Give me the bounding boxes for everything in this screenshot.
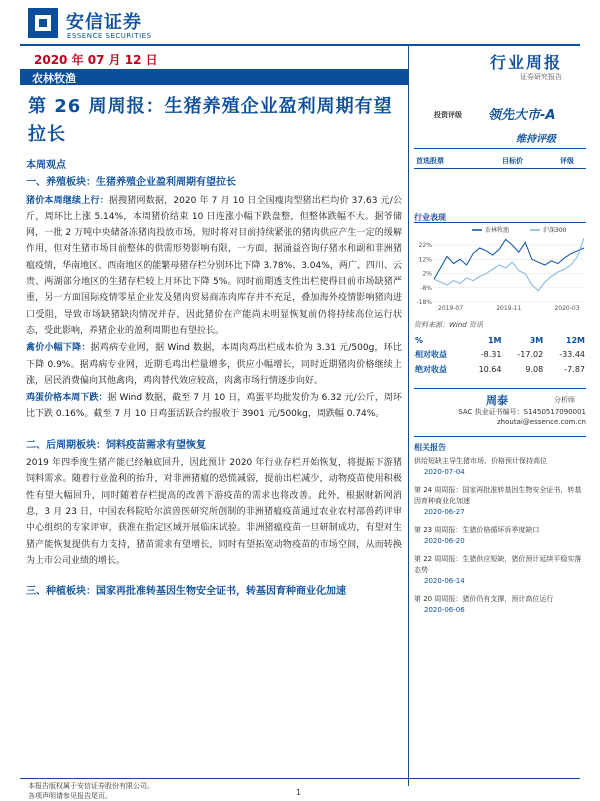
- performance-col-2: 3M: [529, 336, 544, 345]
- related-item-date: 2020-06-14: [424, 577, 465, 585]
- analyst-contact: [414, 407, 586, 427]
- paragraph-text: 据 Wind 数据，截至 7 月 10 日，鸡蛋平均批发价为 6.32 元/公斤，周环比下跌 0.16%。截至 7 月 10 日鸡蛋活跃合约报收于 3901 元/500kg，周跌幅 0.74%。: [26, 393, 402, 420]
- rating-sub: 维持评级: [516, 134, 556, 145]
- paragraph-lead: 猪价本周继续上行：: [26, 195, 109, 206]
- brand-name-en: ESSENCE SECURITIES: [67, 32, 152, 40]
- stock-header-1: 首选股票: [416, 157, 444, 165]
- related-item[interactable]: [414, 554, 584, 587]
- related-item-date: 2020-06-27: [424, 508, 465, 516]
- rating-label: 投资评级: [434, 111, 462, 119]
- footer-line-2: 各项声明请参见报告尾页。: [28, 792, 112, 800]
- related-rule: [414, 436, 586, 437]
- table-cell: -17.02: [517, 350, 544, 359]
- report-type: 行业周报: [490, 53, 563, 72]
- header-rule: [20, 44, 580, 46]
- report-body: [26, 158, 402, 601]
- chart-x-tick-label: 2019-07: [438, 305, 464, 312]
- section-2-title: 二、后周期板块：饲料疫苗需求有望恢复: [26, 439, 206, 451]
- paragraph-poultry: [26, 340, 402, 389]
- stock-header-2: 目标价: [502, 157, 523, 165]
- chart-legend-label: 沪深300: [543, 227, 567, 234]
- performance-table-header: [414, 334, 586, 347]
- footer-rule: [20, 778, 580, 779]
- table-row: [414, 362, 586, 377]
- related-list: [414, 456, 584, 623]
- table-row: [414, 347, 586, 362]
- report-title: 第 26 周周报：生猪养殖企业盈利周期有望拉长: [28, 96, 393, 145]
- chart-y-tick-label: 22%: [418, 242, 432, 250]
- brand-logo-icon: [28, 8, 58, 38]
- performance-col-0: %: [415, 336, 424, 345]
- stock-header-3: 评级: [560, 157, 574, 165]
- chart-y-tick-label: -18%: [416, 299, 432, 306]
- row-label: 绝对收益: [415, 365, 447, 374]
- sector-band: [20, 69, 408, 85]
- paragraph-lead: 禽价小幅下降：: [26, 343, 91, 354]
- table-cell: -33.44: [559, 350, 585, 359]
- analyst-role: 分析师: [554, 396, 575, 404]
- related-item-text: 第 20 周周报：猪价仍有支撑，预计高位运行: [414, 595, 554, 603]
- table-cell: 9.08: [525, 365, 544, 374]
- paragraph-text: 据鸡病专业网，据 Wind 数据，本周肉鸡出栏成本价为 3.31 元/500g，环比下降 0.9%。据鸡病专业网，近期毛鸡出栏量增多，供应小幅增长，同时近期猪肉价格继续上涨，居民消费偏向其他禽肉，鸡肉替代效应较高，肉禽市场行情逐步向好。: [26, 343, 402, 386]
- related-item-text: 第 23 周周报：生猪价格循环诉季度缺口: [414, 526, 540, 534]
- related-item[interactable]: [414, 456, 584, 478]
- chart-x-tick-label: 2020-03: [554, 305, 580, 312]
- rating-divider: [414, 148, 586, 149]
- section-3-title: 三、种植板块：国家再批准转基因生物安全证书，转基因育种商业化加速: [26, 586, 346, 598]
- performance-col-3: 12M: [565, 336, 585, 345]
- stock-table-rule: [414, 168, 586, 169]
- brand-name: 安信证券: [66, 12, 142, 33]
- chart-series-line: [434, 238, 584, 291]
- related-item[interactable]: [414, 485, 584, 518]
- footer-disclaimer: [28, 781, 154, 801]
- related-item-date: 2020-06-06: [424, 606, 465, 614]
- paragraph-lead: 鸡蛋价格本周下跌：: [26, 393, 108, 404]
- related-item-text: 供给短缺主导生猪市场，价格预计保持高位: [414, 457, 547, 465]
- report-date: 2020 年 07 月 12 日: [34, 53, 158, 67]
- chart-legend-label: 农林牧渔: [485, 227, 510, 234]
- analyst-email[interactable]: zhoutai@essence.com.cn: [497, 418, 586, 426]
- footer-line-1: 本报告版权属于安信证券股份有限公司。: [28, 782, 154, 790]
- related-item[interactable]: [414, 525, 584, 547]
- section-label: 本周观点: [26, 160, 66, 171]
- table-cell: -8.31: [480, 350, 502, 359]
- analyst-cert: SAC 执业证书编号：S1450517090001: [458, 408, 586, 416]
- related-item-text: 第 24 周周报：国家再批准转基因生物安全证书，转基因育种商业化加速: [414, 486, 582, 505]
- performance-table: [414, 334, 586, 377]
- page-number: 1: [296, 788, 302, 797]
- paragraph-pig-price: [26, 193, 402, 340]
- sector-label: 农林牧渔: [32, 72, 76, 85]
- table-cell: -7.87: [564, 365, 585, 374]
- related-item-date: 2020-07-04: [424, 468, 465, 476]
- related-item-text: 第 22 周周报：生猪供应短缺，猪价预计延续平稳实落态势: [414, 555, 582, 574]
- paragraph-feed-vaccine: [26, 455, 402, 569]
- performance-chart: [412, 224, 588, 314]
- report-type-sub: 证券研究报告: [520, 73, 562, 81]
- paragraph-egg: [26, 390, 402, 423]
- performance-col-1: 1M: [487, 336, 502, 345]
- chart-source: 资料来源：Wind 资讯: [414, 321, 483, 329]
- paragraph-text: 2019 年四季度生猪产能已经触底回升，因此预计 2020 年行业存栏开始恢复，将提振下游猪饲料需求。随着行业盈利的抬升，对非洲猪瘟的恐慌减弱，提前出栏减少，动物疫苗使用积极性有望大幅回升，同时随着存栏提高的改善下游疫苗的需求也将改善。此外，根据财新网消息，3 月 23 日，中国农科院哈尔滨兽医研究所创制的非洲猪瘟疫苗通过农业农村部兽药评审中心组织的专家评审，获准在指定区域开展临床试验。非洲猪瘟疫苗一旦研制成功，有望对生猪产能恢复提供有力支持，猪苗需求有望增长，同时有望拓宽动物疫苗的市场空间，从而转换为上市公司业绩的增长。: [26, 458, 402, 566]
- related-item[interactable]: [414, 594, 584, 616]
- analyst-rule: [414, 388, 586, 389]
- related-item-date: 2020-06-20: [424, 537, 465, 545]
- section-1-title: 一、养殖板块：生猪养殖企业盈利周期有望拉长: [26, 177, 236, 189]
- spacer: [26, 424, 402, 438]
- related-title: 相关报告: [414, 443, 446, 452]
- performance-label: 行业表现: [414, 213, 446, 222]
- chart-y-tick-label: -8%: [420, 284, 432, 292]
- chart-y-tick-label: 12%: [418, 256, 432, 264]
- row-label: 相对收益: [415, 350, 447, 359]
- table-cell: 10.64: [478, 365, 502, 374]
- chart-y-tick-label: 2%: [422, 270, 432, 278]
- brand-logo: [20, 6, 200, 44]
- paragraph-text: 据搜猪网数据，2020 年 7 月 10 日全国瘦肉型猪出栏均价 37.63 元/公斤，周环比上涨 5.14%，本周猪价结束 10 日连涨小幅下跌盘整，但整体跌幅不大。据爷储网，一批 2 万吨中央储备冻猪肉投放市场，短时将对目前持续紧张的猪肉供应产生一定的缓解作用，但对生猪市场目前整体的供需形势影响有限，一方面，据涌益咨询仔猪水和副和非洲猪瘟疫情，华南地区、西南地区的能繁母猪存栏分别环比下降 3.78%、3.04%，两广、四川、云贵、两湖部分地区的生猪存栏较上月环比下降 5%。同时前期透支性出栏使得目前市场缺猪严重，另一方面国际疫情零星企业发及猪肉贸易商冻肉库存并不充足，叠加海外疫情影响猪肉进口受阻，导致市场缺猪缺肉情况并存，因此猪价在产能尚未明显恢复前仍将持续高位运行状态，受此影响，养猪企业的盈利周期也有望拉长。: [26, 195, 402, 336]
- performance-rule: [414, 222, 586, 223]
- rating-value: 领先大市-A: [488, 108, 556, 123]
- analyst-name: 周泰: [486, 394, 508, 407]
- chart-x-tick-label: 2019-11: [496, 305, 522, 312]
- column-divider: [408, 46, 409, 786]
- spacer: [26, 570, 402, 584]
